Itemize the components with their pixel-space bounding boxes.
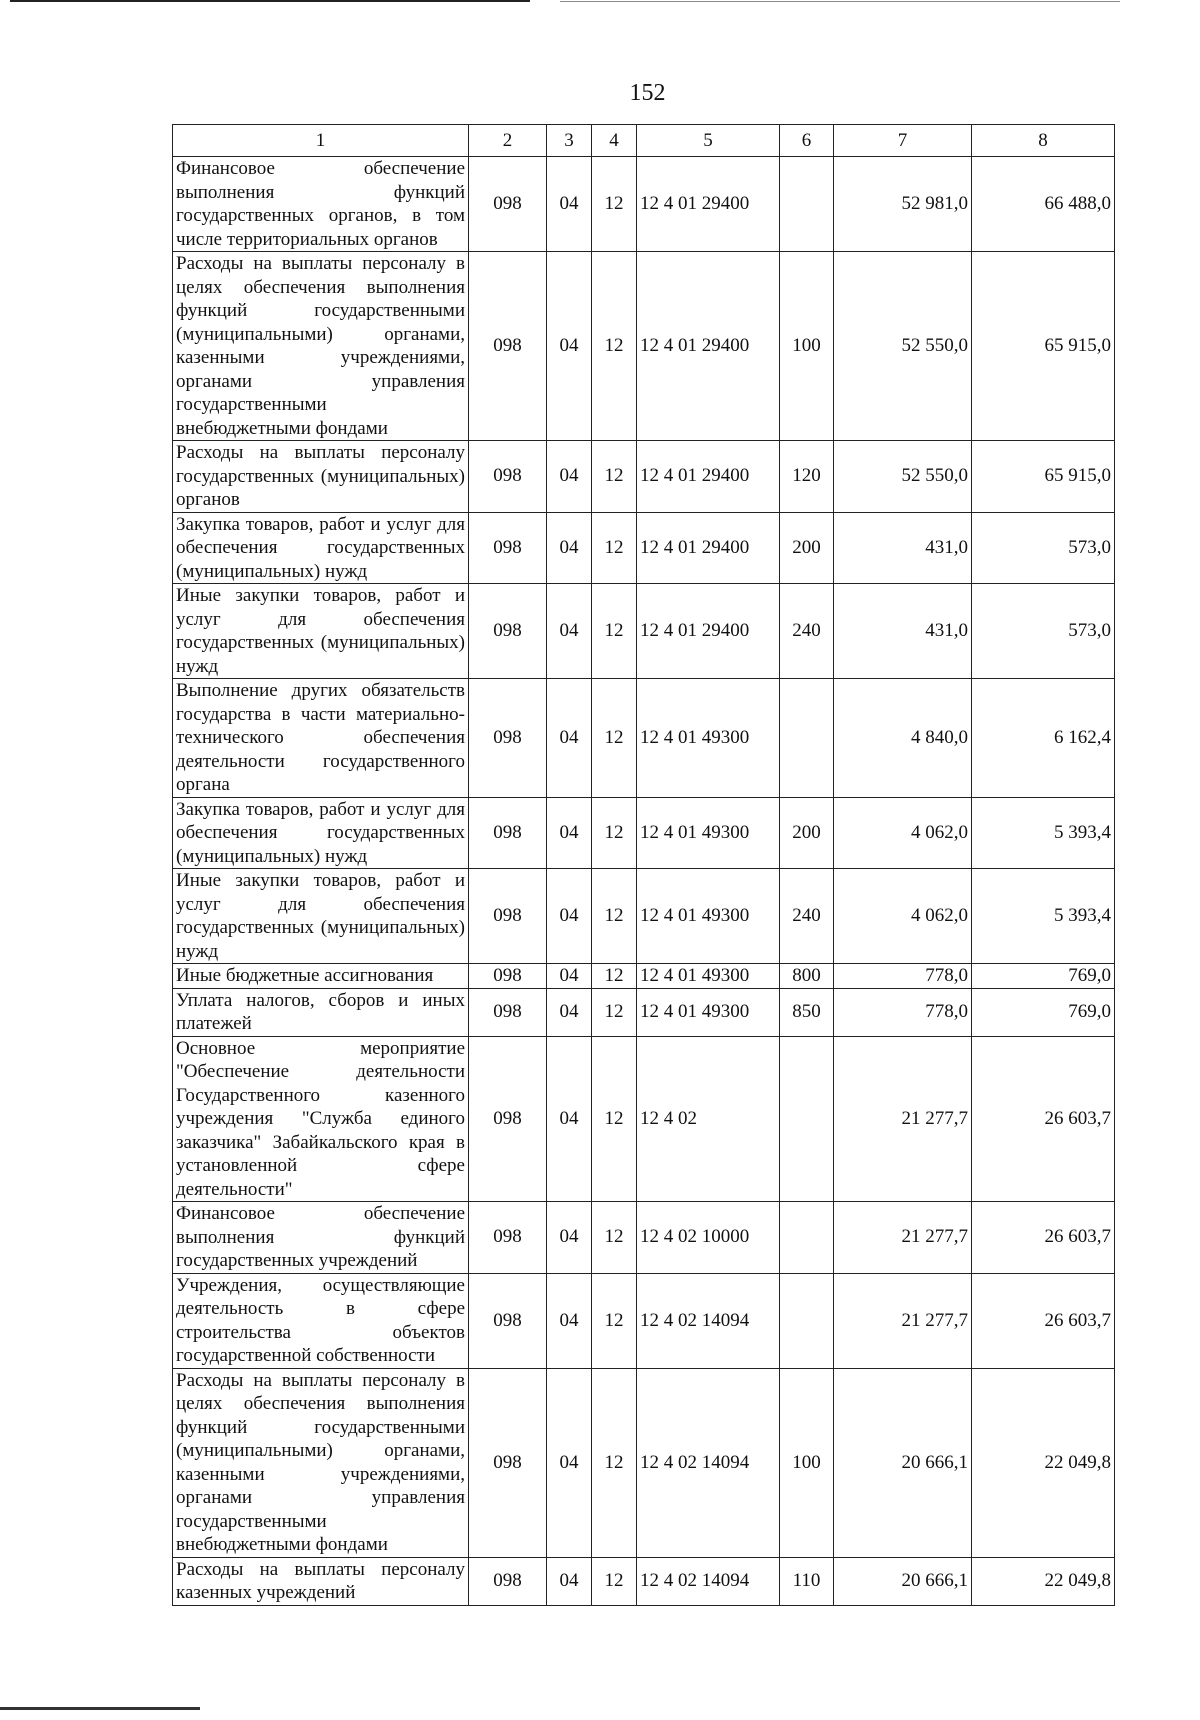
row-name: Расходы на выплаты персоналу государственных (муниципальных) органов <box>173 441 469 513</box>
table-row <box>173 679 1115 798</box>
row-code-subsection: 12 <box>592 1036 637 1202</box>
row-code-subsection: 12 <box>592 964 637 989</box>
row-code-section: 04 <box>547 1273 592 1368</box>
row-code-section: 04 <box>547 1202 592 1274</box>
table-row <box>173 988 1115 1036</box>
row-code-section: 04 <box>547 1368 592 1557</box>
row-name: Иные закупки товаров, работ и услуг для обеспечения государственных (муниципальных) нужд <box>173 584 469 679</box>
row-code-target: 12 4 02 14094 <box>637 1368 780 1557</box>
row-code-subsection: 12 <box>592 1202 637 1274</box>
table-row <box>173 964 1115 989</box>
row-code-section: 04 <box>547 584 592 679</box>
row-code-expense-type: 120 <box>780 441 834 513</box>
row-code-section: 04 <box>547 797 592 869</box>
row-code-subsection: 12 <box>592 679 637 798</box>
row-amount-col8: 26 603,7 <box>972 1036 1115 1202</box>
row-code-section: 04 <box>547 988 592 1036</box>
row-code-expense-type: 200 <box>780 797 834 869</box>
row-name: Основное мероприятие "Обеспечение деятельности Государственного казенного учреждения "Служба единого заказчика" Забайкальского края в установленной сфере деятельности" <box>173 1036 469 1202</box>
table-row <box>173 252 1115 441</box>
row-code-admin: 098 <box>469 157 547 252</box>
row-amount-col8: 26 603,7 <box>972 1273 1115 1368</box>
row-amount-col7: 431,0 <box>834 584 972 679</box>
row-code-section: 04 <box>547 1557 592 1605</box>
table-row <box>173 584 1115 679</box>
budget-table <box>172 124 1115 1606</box>
row-code-admin: 098 <box>469 252 547 441</box>
header-cell-7: 7 <box>834 125 972 157</box>
row-code-subsection: 12 <box>592 252 637 441</box>
row-code-subsection: 12 <box>592 797 637 869</box>
header-cell-4: 4 <box>592 125 637 157</box>
row-code-admin: 098 <box>469 679 547 798</box>
row-code-admin: 098 <box>469 584 547 679</box>
row-amount-col7: 4 062,0 <box>834 869 972 964</box>
table-row <box>173 1557 1115 1605</box>
row-amount-col8: 22 049,8 <box>972 1557 1115 1605</box>
row-name: Закупка товаров, работ и услуг для обеспечения государственных (муниципальных) нужд <box>173 797 469 869</box>
row-amount-col7: 52 981,0 <box>834 157 972 252</box>
table-row <box>173 512 1115 584</box>
row-code-expense-type: 110 <box>780 1557 834 1605</box>
row-code-section: 04 <box>547 252 592 441</box>
header-cell-8: 8 <box>972 125 1115 157</box>
row-code-subsection: 12 <box>592 584 637 679</box>
row-code-expense-type: 850 <box>780 988 834 1036</box>
row-code-target: 12 4 01 29400 <box>637 157 780 252</box>
row-amount-col7: 21 277,7 <box>834 1273 972 1368</box>
page-number: 152 <box>629 80 666 106</box>
row-amount-col8: 65 915,0 <box>972 441 1115 513</box>
table-row <box>173 1273 1115 1368</box>
row-code-section: 04 <box>547 441 592 513</box>
row-code-section: 04 <box>547 512 592 584</box>
row-code-expense-type <box>780 1202 834 1274</box>
row-code-section: 04 <box>547 679 592 798</box>
row-name: Иные бюджетные ассигнования <box>173 964 469 989</box>
row-code-subsection: 12 <box>592 869 637 964</box>
row-amount-col7: 52 550,0 <box>834 441 972 513</box>
row-amount-col7: 778,0 <box>834 964 972 989</box>
row-code-admin: 098 <box>469 869 547 964</box>
row-code-expense-type <box>780 1036 834 1202</box>
row-amount-col7: 778,0 <box>834 988 972 1036</box>
row-amount-col7: 21 277,7 <box>834 1202 972 1274</box>
table-row <box>173 157 1115 252</box>
top-scan-line-right <box>560 1 1120 2</box>
header-row <box>173 125 1115 157</box>
row-code-target: 12 4 01 49300 <box>637 964 780 989</box>
table-row <box>173 1202 1115 1274</box>
row-code-expense-type <box>780 1273 834 1368</box>
row-amount-col8: 769,0 <box>972 988 1115 1036</box>
row-amount-col7: 4 062,0 <box>834 797 972 869</box>
row-name: Финансовое обеспечение выполнения функций государственных органов, в том числе территориальных органов <box>173 157 469 252</box>
row-code-target: 12 4 02 14094 <box>637 1273 780 1368</box>
row-name: Учреждения, осуществляющие деятельность в сфере строительства объектов государственной собственности <box>173 1273 469 1368</box>
row-name: Выполнение других обязательств государства в части материально-технического обеспечения деятельности государственного органа <box>173 679 469 798</box>
row-code-expense-type: 100 <box>780 252 834 441</box>
row-amount-col8: 573,0 <box>972 512 1115 584</box>
row-code-expense-type: 100 <box>780 1368 834 1557</box>
table-row <box>173 1036 1115 1202</box>
row-code-admin: 098 <box>469 1202 547 1274</box>
row-code-subsection: 12 <box>592 988 637 1036</box>
row-code-subsection: 12 <box>592 512 637 584</box>
row-code-target: 12 4 01 49300 <box>637 988 780 1036</box>
row-name: Расходы на выплаты персоналу в целях обеспечения выполнения функций государственными (муниципальными) органами, казенными учреждениями, органами управления государственными внебюджетными фондами <box>173 252 469 441</box>
row-code-target: 12 4 01 49300 <box>637 797 780 869</box>
row-code-admin: 098 <box>469 512 547 584</box>
table-row <box>173 797 1115 869</box>
row-amount-col7: 21 277,7 <box>834 1036 972 1202</box>
row-code-expense-type <box>780 679 834 798</box>
row-code-subsection: 12 <box>592 1273 637 1368</box>
row-code-target: 12 4 01 29400 <box>637 252 780 441</box>
row-code-subsection: 12 <box>592 1368 637 1557</box>
row-code-expense-type: 240 <box>780 869 834 964</box>
row-name: Финансовое обеспечение выполнения функций государственных учреждений <box>173 1202 469 1274</box>
row-amount-col8: 22 049,8 <box>972 1368 1115 1557</box>
row-amount-col8: 573,0 <box>972 584 1115 679</box>
row-amount-col8: 6 162,4 <box>972 679 1115 798</box>
row-name: Закупка товаров, работ и услуг для обеспечения государственных (муниципальных) нужд <box>173 512 469 584</box>
row-code-section: 04 <box>547 964 592 989</box>
row-name: Расходы на выплаты персоналу казенных учреждений <box>173 1557 469 1605</box>
row-code-target: 12 4 02 14094 <box>637 1557 780 1605</box>
table-row <box>173 1368 1115 1557</box>
row-name: Уплата налогов, сборов и иных платежей <box>173 988 469 1036</box>
row-name: Иные закупки товаров, работ и услуг для обеспечения государственных (муниципальных) нужд <box>173 869 469 964</box>
row-code-target: 12 4 01 49300 <box>637 869 780 964</box>
row-amount-col8: 66 488,0 <box>972 157 1115 252</box>
header-cell-5: 5 <box>637 125 780 157</box>
row-amount-col8: 65 915,0 <box>972 252 1115 441</box>
row-amount-col7: 4 840,0 <box>834 679 972 798</box>
header-cell-3: 3 <box>547 125 592 157</box>
row-amount-col7: 52 550,0 <box>834 252 972 441</box>
top-scan-line <box>0 0 1200 3</box>
row-amount-col8: 769,0 <box>972 964 1115 989</box>
table-row <box>173 869 1115 964</box>
row-amount-col8: 5 393,4 <box>972 797 1115 869</box>
row-code-expense-type: 240 <box>780 584 834 679</box>
row-code-admin: 098 <box>469 1368 547 1557</box>
row-code-admin: 098 <box>469 1557 547 1605</box>
row-amount-col7: 20 666,1 <box>834 1557 972 1605</box>
row-code-section: 04 <box>547 869 592 964</box>
row-amount-col7: 20 666,1 <box>834 1368 972 1557</box>
row-code-expense-type: 200 <box>780 512 834 584</box>
row-code-target: 12 4 01 49300 <box>637 679 780 798</box>
header-cell-1: 1 <box>173 125 469 157</box>
top-scan-line-left <box>10 0 530 2</box>
row-code-expense-type <box>780 157 834 252</box>
bottom-scan-line <box>0 1707 200 1710</box>
row-code-target: 12 4 01 29400 <box>637 584 780 679</box>
row-code-admin: 098 <box>469 964 547 989</box>
row-name: Расходы на выплаты персоналу в целях обеспечения выполнения функций государственными (муниципальными) органами, казенными учреждениями, органами управления государственными внебюджетными фондами <box>173 1368 469 1557</box>
row-code-admin: 098 <box>469 988 547 1036</box>
row-code-target: 12 4 02 10000 <box>637 1202 780 1274</box>
row-code-expense-type: 800 <box>780 964 834 989</box>
row-code-section: 04 <box>547 157 592 252</box>
row-code-subsection: 12 <box>592 157 637 252</box>
row-code-subsection: 12 <box>592 1557 637 1605</box>
row-code-subsection: 12 <box>592 441 637 513</box>
row-code-target: 12 4 01 29400 <box>637 441 780 513</box>
row-code-admin: 098 <box>469 1273 547 1368</box>
row-code-section: 04 <box>547 1036 592 1202</box>
row-amount-col7: 431,0 <box>834 512 972 584</box>
row-amount-col8: 5 393,4 <box>972 869 1115 964</box>
row-code-admin: 098 <box>469 1036 547 1202</box>
row-code-target: 12 4 01 29400 <box>637 512 780 584</box>
row-code-admin: 098 <box>469 797 547 869</box>
header-cell-2: 2 <box>469 125 547 157</box>
row-amount-col8: 26 603,7 <box>972 1202 1115 1274</box>
row-code-admin: 098 <box>469 441 547 513</box>
header-cell-6: 6 <box>780 125 834 157</box>
row-code-target: 12 4 02 <box>637 1036 780 1202</box>
table-row <box>173 441 1115 513</box>
